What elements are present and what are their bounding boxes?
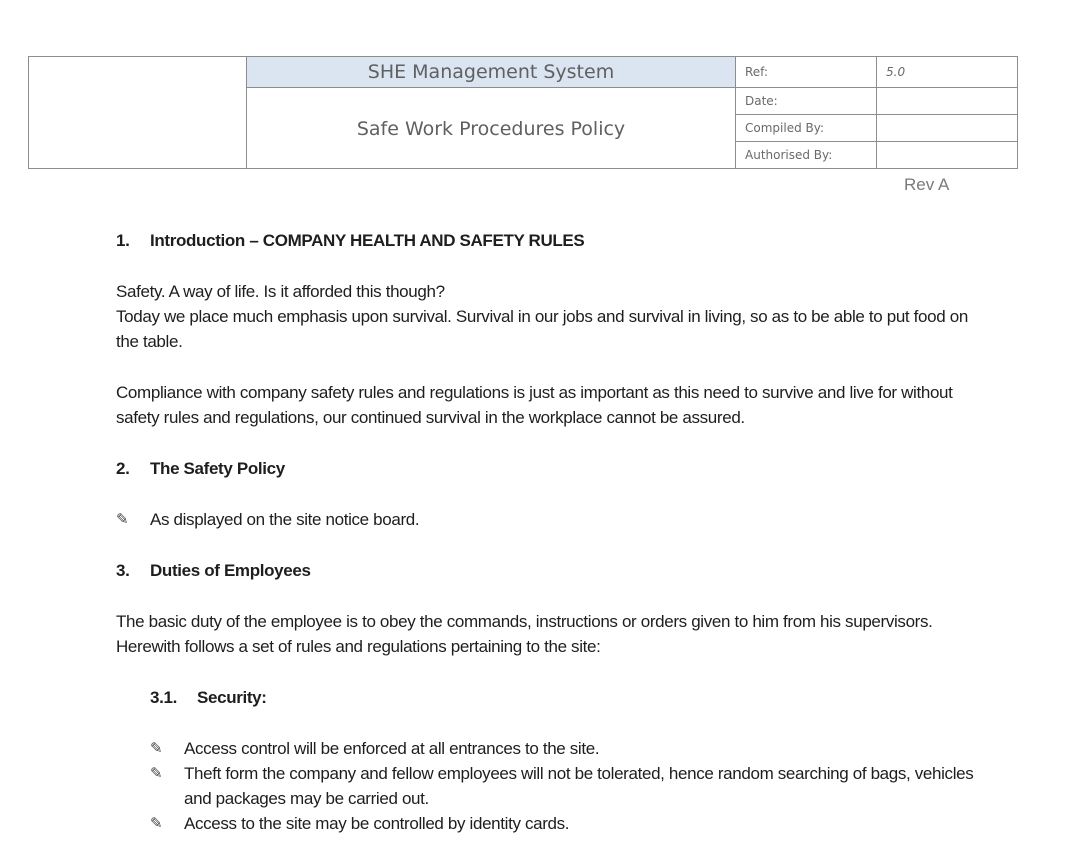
list-item-text: Access to the site may be controlled by identity cards. xyxy=(184,814,570,833)
list-item xyxy=(150,811,976,836)
section-3-heading xyxy=(116,558,976,583)
document-body xyxy=(116,228,976,836)
section-title: Introduction – COMPANY HEALTH AND SAFETY RULES xyxy=(150,231,585,250)
compiled-by-value xyxy=(876,115,1017,142)
intro-line-2: Today we place much emphasis upon survival. Survival in our jobs and survival in living, so as to be able to put food on the table. xyxy=(116,307,968,351)
section-title: Duties of Employees xyxy=(150,561,311,580)
section-number: 1. xyxy=(116,231,130,250)
subsection-title: Security: xyxy=(197,688,267,707)
section-title: The Safety Policy xyxy=(150,459,285,478)
intro-paragraph-2: Compliance with company safety rules and regulations is just as important as this need to survive and live for without safety rules and regulations, our continued survival in the workplace cannot be assured. xyxy=(116,383,953,427)
policy-title: Safe Work Procedures Policy xyxy=(356,117,626,140)
section-2-heading xyxy=(116,456,976,481)
intro-line-1: Safety. A way of life. Is it afforded this though? xyxy=(116,282,445,301)
pencil-bullet-icon: ✎ xyxy=(150,815,163,832)
security-list xyxy=(116,736,976,836)
revision-label: Rev A xyxy=(904,175,950,194)
section-1-heading xyxy=(116,228,976,253)
pencil-bullet-icon: ✎ xyxy=(150,765,163,782)
ref-value: 5.0 xyxy=(876,57,1017,88)
compiled-by-label: Compiled By: xyxy=(735,115,876,142)
subsection-number: 3.1. xyxy=(150,688,177,707)
logo-placeholder xyxy=(29,57,247,168)
authorised-by-label: Authorised By: xyxy=(735,142,876,168)
authorised-by-value xyxy=(876,142,1017,168)
ref-label: Ref: xyxy=(735,57,876,88)
date-label: Date: xyxy=(735,88,876,115)
list-item xyxy=(116,507,976,532)
section-number: 3. xyxy=(116,561,130,580)
section-number: 2. xyxy=(116,459,130,478)
subsection-3-1-heading xyxy=(116,685,976,710)
list-item-text: As displayed on the site notice board. xyxy=(150,510,420,529)
list-item-text: Access control will be enforced at all entrances to the site. xyxy=(184,739,600,758)
document-header-table xyxy=(28,56,1018,169)
duties-paragraph: The basic duty of the employee is to obey the commands, instructions or orders given to him from his supervisors. Herewith follows a set of rules and regulations pertaining to the site: xyxy=(116,612,933,656)
pencil-bullet-icon: ✎ xyxy=(150,740,163,757)
pencil-bullet-icon: ✎ xyxy=(116,511,129,528)
system-title: SHE Management System xyxy=(247,57,735,88)
list-item xyxy=(150,736,976,761)
list-item xyxy=(150,761,976,811)
date-value xyxy=(876,88,1017,115)
list-item-text: Theft form the company and fellow employees will not be tolerated, hence random searching of bags, vehicles and packages may be carried out. xyxy=(184,764,974,808)
